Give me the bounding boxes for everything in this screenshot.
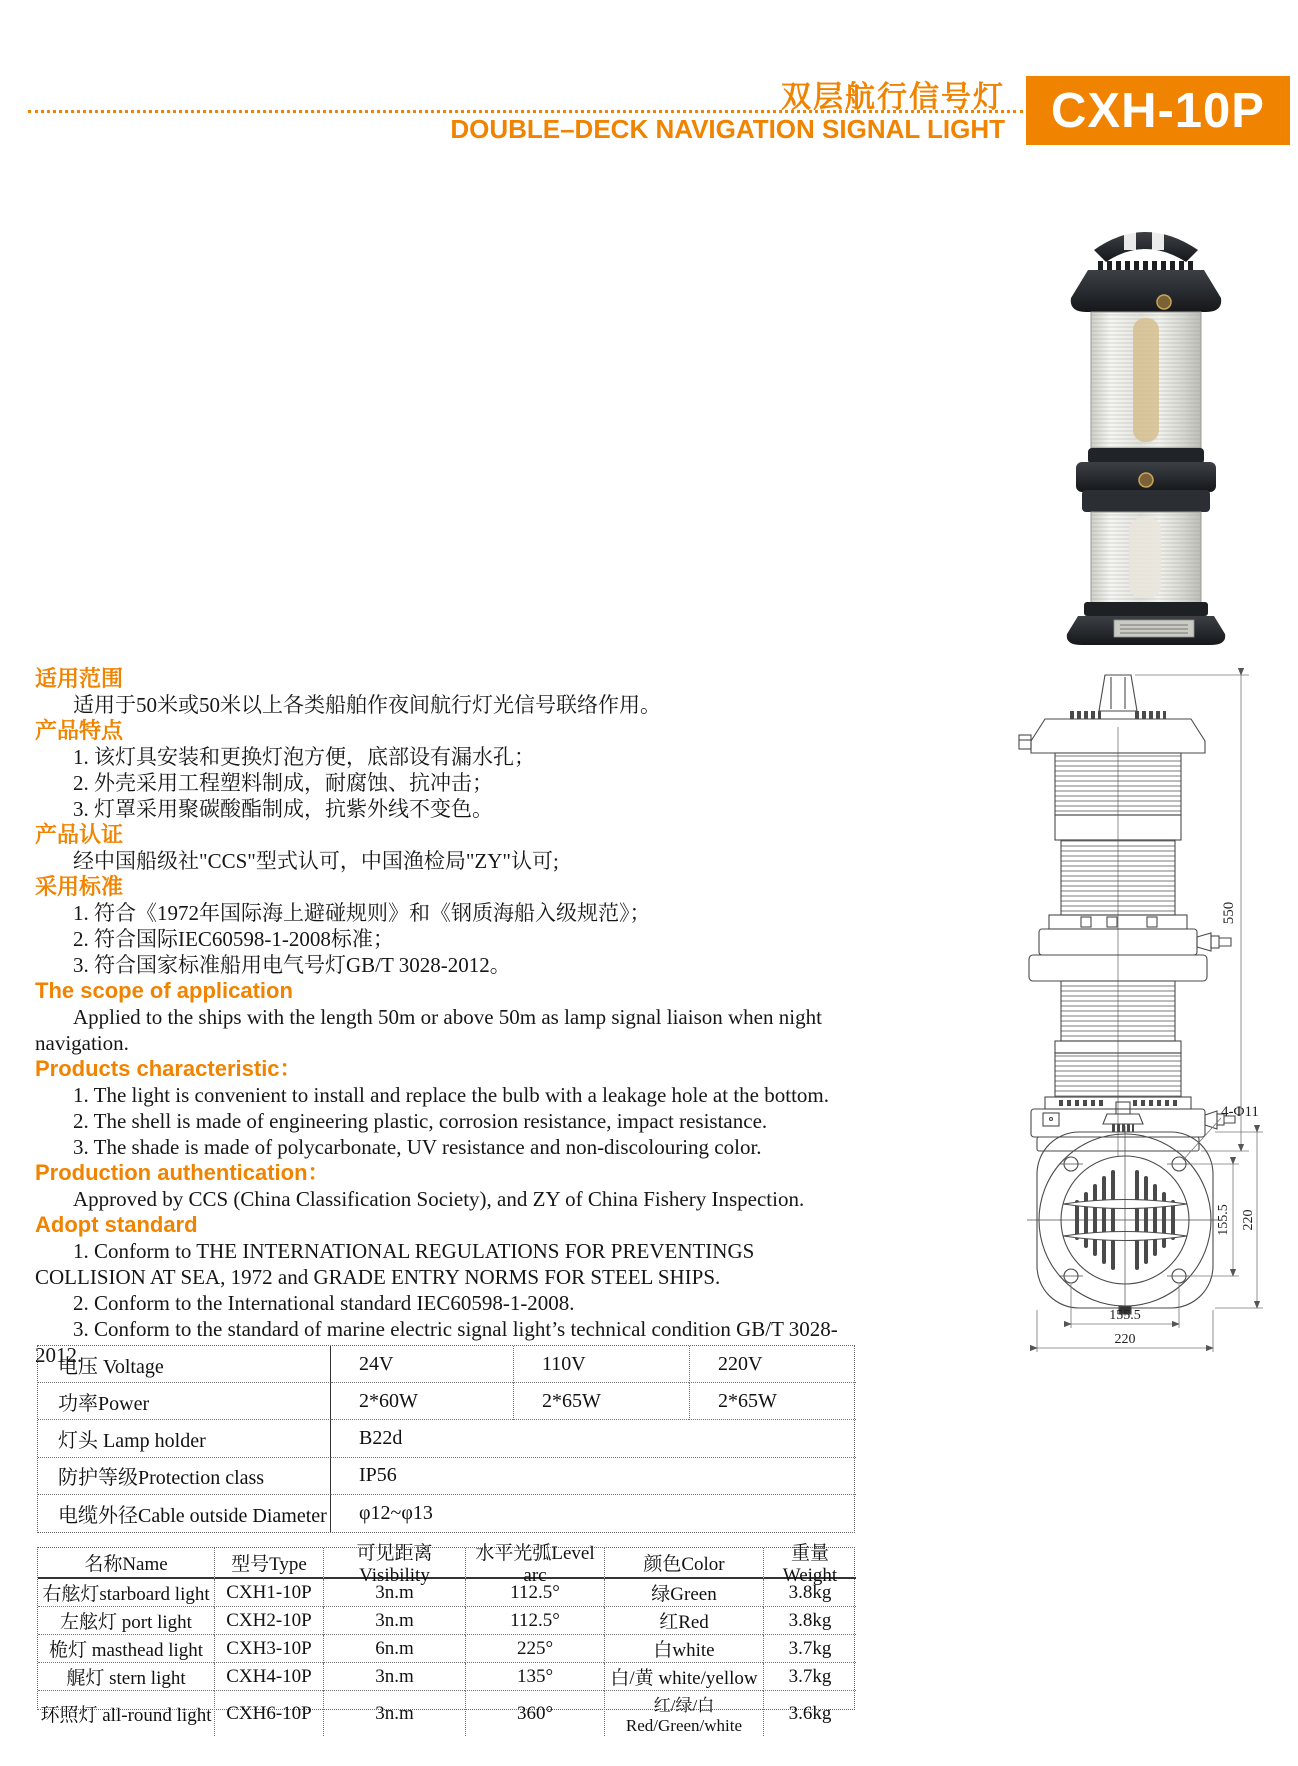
table-cell: 3.7kg [763, 1663, 856, 1691]
section-title: Adopt standard [35, 1212, 198, 1237]
dim-label-bolt-holes: 4-Φ11 [1221, 1104, 1259, 1120]
spec-cell: 220V [689, 1346, 856, 1383]
section-line: 2. 外壳采用工程塑料制成，耐腐蚀、抗冲击； [73, 771, 493, 795]
table-cell: 白/黄 white/yellow [604, 1663, 763, 1691]
page-title-english: DOUBLE–DECK NAVIGATION SIGNAL LIGHT [450, 114, 1005, 144]
spec-cell: φ12~φ13 [359, 1501, 433, 1524]
section-features-cn [35, 718, 868, 822]
section-line: 3. Conform to the standard of marine electric signal light’s technical condition GB/T 3028-2012. [35, 1317, 838, 1367]
column-header: 水平光弧Level arc [465, 1548, 604, 1579]
table-cell: 112.5° [465, 1579, 604, 1607]
table-cell: CXH1-10P [214, 1579, 323, 1607]
spec-row-label: 电压 Voltage [38, 1346, 331, 1383]
table-cell: 3n.m [323, 1579, 465, 1607]
section-line: Approved by CCS (China Classification Society), and ZY of China Fishery Inspection. [73, 1187, 805, 1211]
dim-label-inner-h: 155.5 [1109, 1308, 1141, 1323]
model-badge: CXH-10P [1026, 76, 1290, 145]
table-cell: 艉灯 stern light [38, 1663, 214, 1691]
section-certification-cn [35, 822, 868, 874]
table-cell: 360° [465, 1691, 604, 1736]
section-line: 3. 灯罩采用聚碳酸酯制成，抗紫外线不变色。 [73, 797, 493, 821]
table-cell: 135° [465, 1663, 604, 1691]
section-standards-cn [35, 874, 868, 978]
section-line: 3. The shade is made of polycarbonate, UV resistance and non-discolouring color. [73, 1135, 762, 1159]
section-line: 经中国船级社"CCS"型式认可，中国渔检局"ZY"认可; [73, 849, 559, 873]
section-line: 1. The light is convenient to install and replace the bulb with a leakage hole at the bottom. [73, 1083, 829, 1107]
page-title-chinese: 双层航行信号灯 [781, 81, 1005, 114]
photo-handle [1094, 232, 1198, 262]
spec-cell: IP56 [331, 1458, 856, 1495]
column-header: 可见距离Visibility [323, 1548, 465, 1579]
section-title: 采用标准 [35, 874, 124, 899]
table-cell: 6n.m [323, 1635, 465, 1663]
model-table [37, 1543, 855, 1735]
spec-row-label: 电缆外径Cable outside Diameter [38, 1495, 331, 1532]
spec-cell: B22d [331, 1420, 856, 1457]
side-view-drawing [1015, 665, 1265, 1165]
section-title: 适用范围 [35, 666, 124, 691]
table-cell: 3n.m [323, 1607, 465, 1635]
table-cell: 3.6kg [763, 1691, 856, 1736]
table-cell: 3.8kg [763, 1607, 856, 1635]
spec-row-label: 防护等级Protection class [38, 1458, 331, 1495]
section-authentication-en [35, 1160, 868, 1212]
column-header: 颜色Color [604, 1548, 763, 1579]
table-cell: 白white [604, 1635, 763, 1663]
body-text-column [35, 666, 868, 1368]
table-cell: 环照灯 all-round light [40, 1705, 212, 1726]
dim-label-outer-h: 220 [1114, 1332, 1136, 1347]
table-cell: 绿Green [604, 1579, 763, 1607]
spec-cell: 2*65W [689, 1383, 856, 1420]
spec-cell: 110V [513, 1346, 689, 1383]
table-cell: 红Red [604, 1607, 763, 1635]
column-header: 名称Name [38, 1548, 214, 1579]
table-cell: 112.5° [465, 1607, 604, 1635]
dim-label-inner-v: 155.5 [1216, 1204, 1231, 1236]
table-cell: 红/绿/白 Red/Green/white [604, 1691, 763, 1736]
table-cell: CXH2-10P [214, 1607, 323, 1635]
section-line: 3. 符合国家标准船用电气号灯GB/T 3028-2012。 [73, 953, 511, 977]
spec-cell: 24V [331, 1346, 513, 1383]
dim-label-550: 550 [1221, 901, 1237, 925]
section-scope-en [35, 978, 868, 1056]
table-cell: 3.7kg [763, 1635, 856, 1663]
table-cell: 桅灯 masthead light [38, 1635, 214, 1663]
section-line: 2. The shell is made of engineering plastic, corrosion resistance, impact resistance. [73, 1109, 768, 1133]
section-line: 1. 符合《1972年国际海上避碰规则》和《钢质海船入级规范》； [73, 901, 651, 925]
table-cell: 3.8kg [763, 1579, 856, 1607]
section-line: 1. Conform to THE INTERNATIONAL REGULATIONS FOR PREVENTINGS COLLISION AT SEA, 1972 and GRADE ENTRY NORMS FOR STEEL SHIPS. [35, 1239, 755, 1289]
table-cell: CXH4-10P [214, 1663, 323, 1691]
spec-row-label: 灯头 Lamp holder [38, 1420, 331, 1457]
photo-top-cap [1071, 270, 1221, 312]
section-line: 2. Conform to the International standard IEC60598-1-2008. [73, 1291, 575, 1315]
table-cell: 右舷灯starboard light [38, 1579, 214, 1607]
section-title: 产品特点 [35, 718, 124, 743]
spec-row-label: 功率Power [38, 1383, 331, 1420]
section-line: 适用于50米或50米以上各类船舶作夜间航行灯光信号联络作用。 [73, 693, 661, 717]
spec-cell: 2*60W [331, 1383, 513, 1420]
table-cell: 225° [465, 1635, 604, 1663]
section-title: Production authentication： [35, 1160, 330, 1185]
table-cell: 3n.m [323, 1663, 465, 1691]
spec-cell: 2*65W [513, 1383, 689, 1420]
section-title: Products characteristic： [35, 1056, 302, 1081]
section-title: The scope of application [35, 978, 293, 1003]
section-title: 产品认证 [35, 822, 124, 847]
section-characteristic-en [35, 1056, 868, 1160]
table-cell: CXH6-10P [214, 1691, 323, 1736]
section-line: 2. 符合国际IEC60598-1-2008标准； [73, 927, 394, 951]
table-cell: 左舷灯 port light [38, 1607, 214, 1635]
dim-label-outer-v: 220 [1241, 1209, 1256, 1231]
table-cell: CXH3-10P [214, 1635, 323, 1663]
top-view-drawing [1015, 1100, 1275, 1370]
column-header: 型号Type [214, 1548, 323, 1579]
column-header: 重量Weight [763, 1548, 856, 1579]
section-scope-cn [35, 666, 868, 718]
table-cell: 3n.m [323, 1691, 465, 1736]
section-line: 1. 该灯具安装和更换灯泡方便，底部设有漏水孔； [73, 745, 535, 769]
product-photo [1058, 214, 1233, 649]
header-dotted-rule [28, 110, 1023, 113]
spec-table [37, 1345, 855, 1533]
section-line: Applied to the ships with the length 50m or above 50m as lamp signal liaison when night navigation. [35, 1005, 822, 1055]
